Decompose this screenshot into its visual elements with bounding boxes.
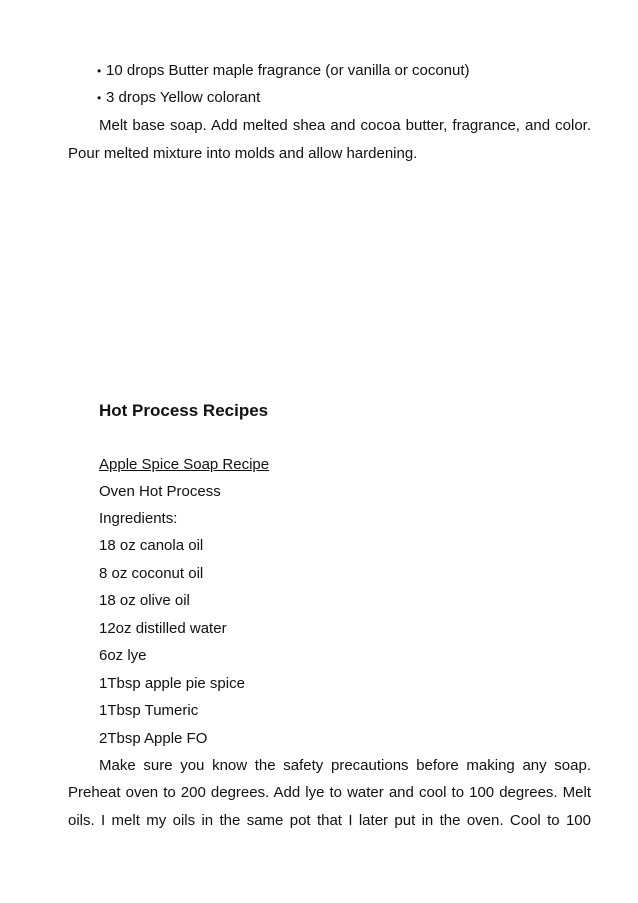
bullet-text: 10 drops Butter maple fragrance (or vanilla or coconut) [106, 62, 470, 79]
ingredient-item: 12oz distilled water [99, 620, 227, 637]
intro-paragraph-line-1: Melt base soap. Add melted shea and cocoa butter, fragrance, and color. [99, 117, 591, 134]
list-item [97, 62, 470, 80]
instructions-line-3: oils. I melt my oils in the same pot that I later put in the oven. Cool to 100 [68, 812, 591, 829]
ingredient-item: 1Tbsp apple pie spice [99, 675, 245, 692]
bullet-icon: • [97, 64, 102, 78]
bullet-icon: • [97, 91, 102, 105]
instructions-line-1: Make sure you know the safety precautions before making any soap. [99, 757, 591, 774]
intro-paragraph-line-2: Pour melted mixture into molds and allow hardening. [68, 145, 418, 162]
list-item [97, 89, 260, 107]
recipe-title: Apple Spice Soap Recipe [99, 456, 270, 473]
ingredient-item: 2Tbsp Apple FO [99, 730, 208, 747]
ingredients-label: Ingredients: [99, 510, 178, 527]
instructions-line-2: Preheat oven to 200 degrees. Add lye to water and cool to 100 degrees. Melt [68, 784, 591, 801]
ingredient-item: 8 oz coconut oil [99, 565, 204, 582]
recipe-method: Oven Hot Process [99, 483, 221, 500]
ingredient-item: 18 oz canola oil [99, 537, 204, 554]
ingredient-item: 1Tbsp Tumeric [99, 702, 199, 719]
section-heading: Hot Process Recipes [99, 401, 269, 420]
ingredient-item: 6oz lye [99, 647, 147, 664]
ingredient-item: 18 oz olive oil [99, 592, 190, 609]
bullet-text: 3 drops Yellow colorant [106, 89, 261, 106]
